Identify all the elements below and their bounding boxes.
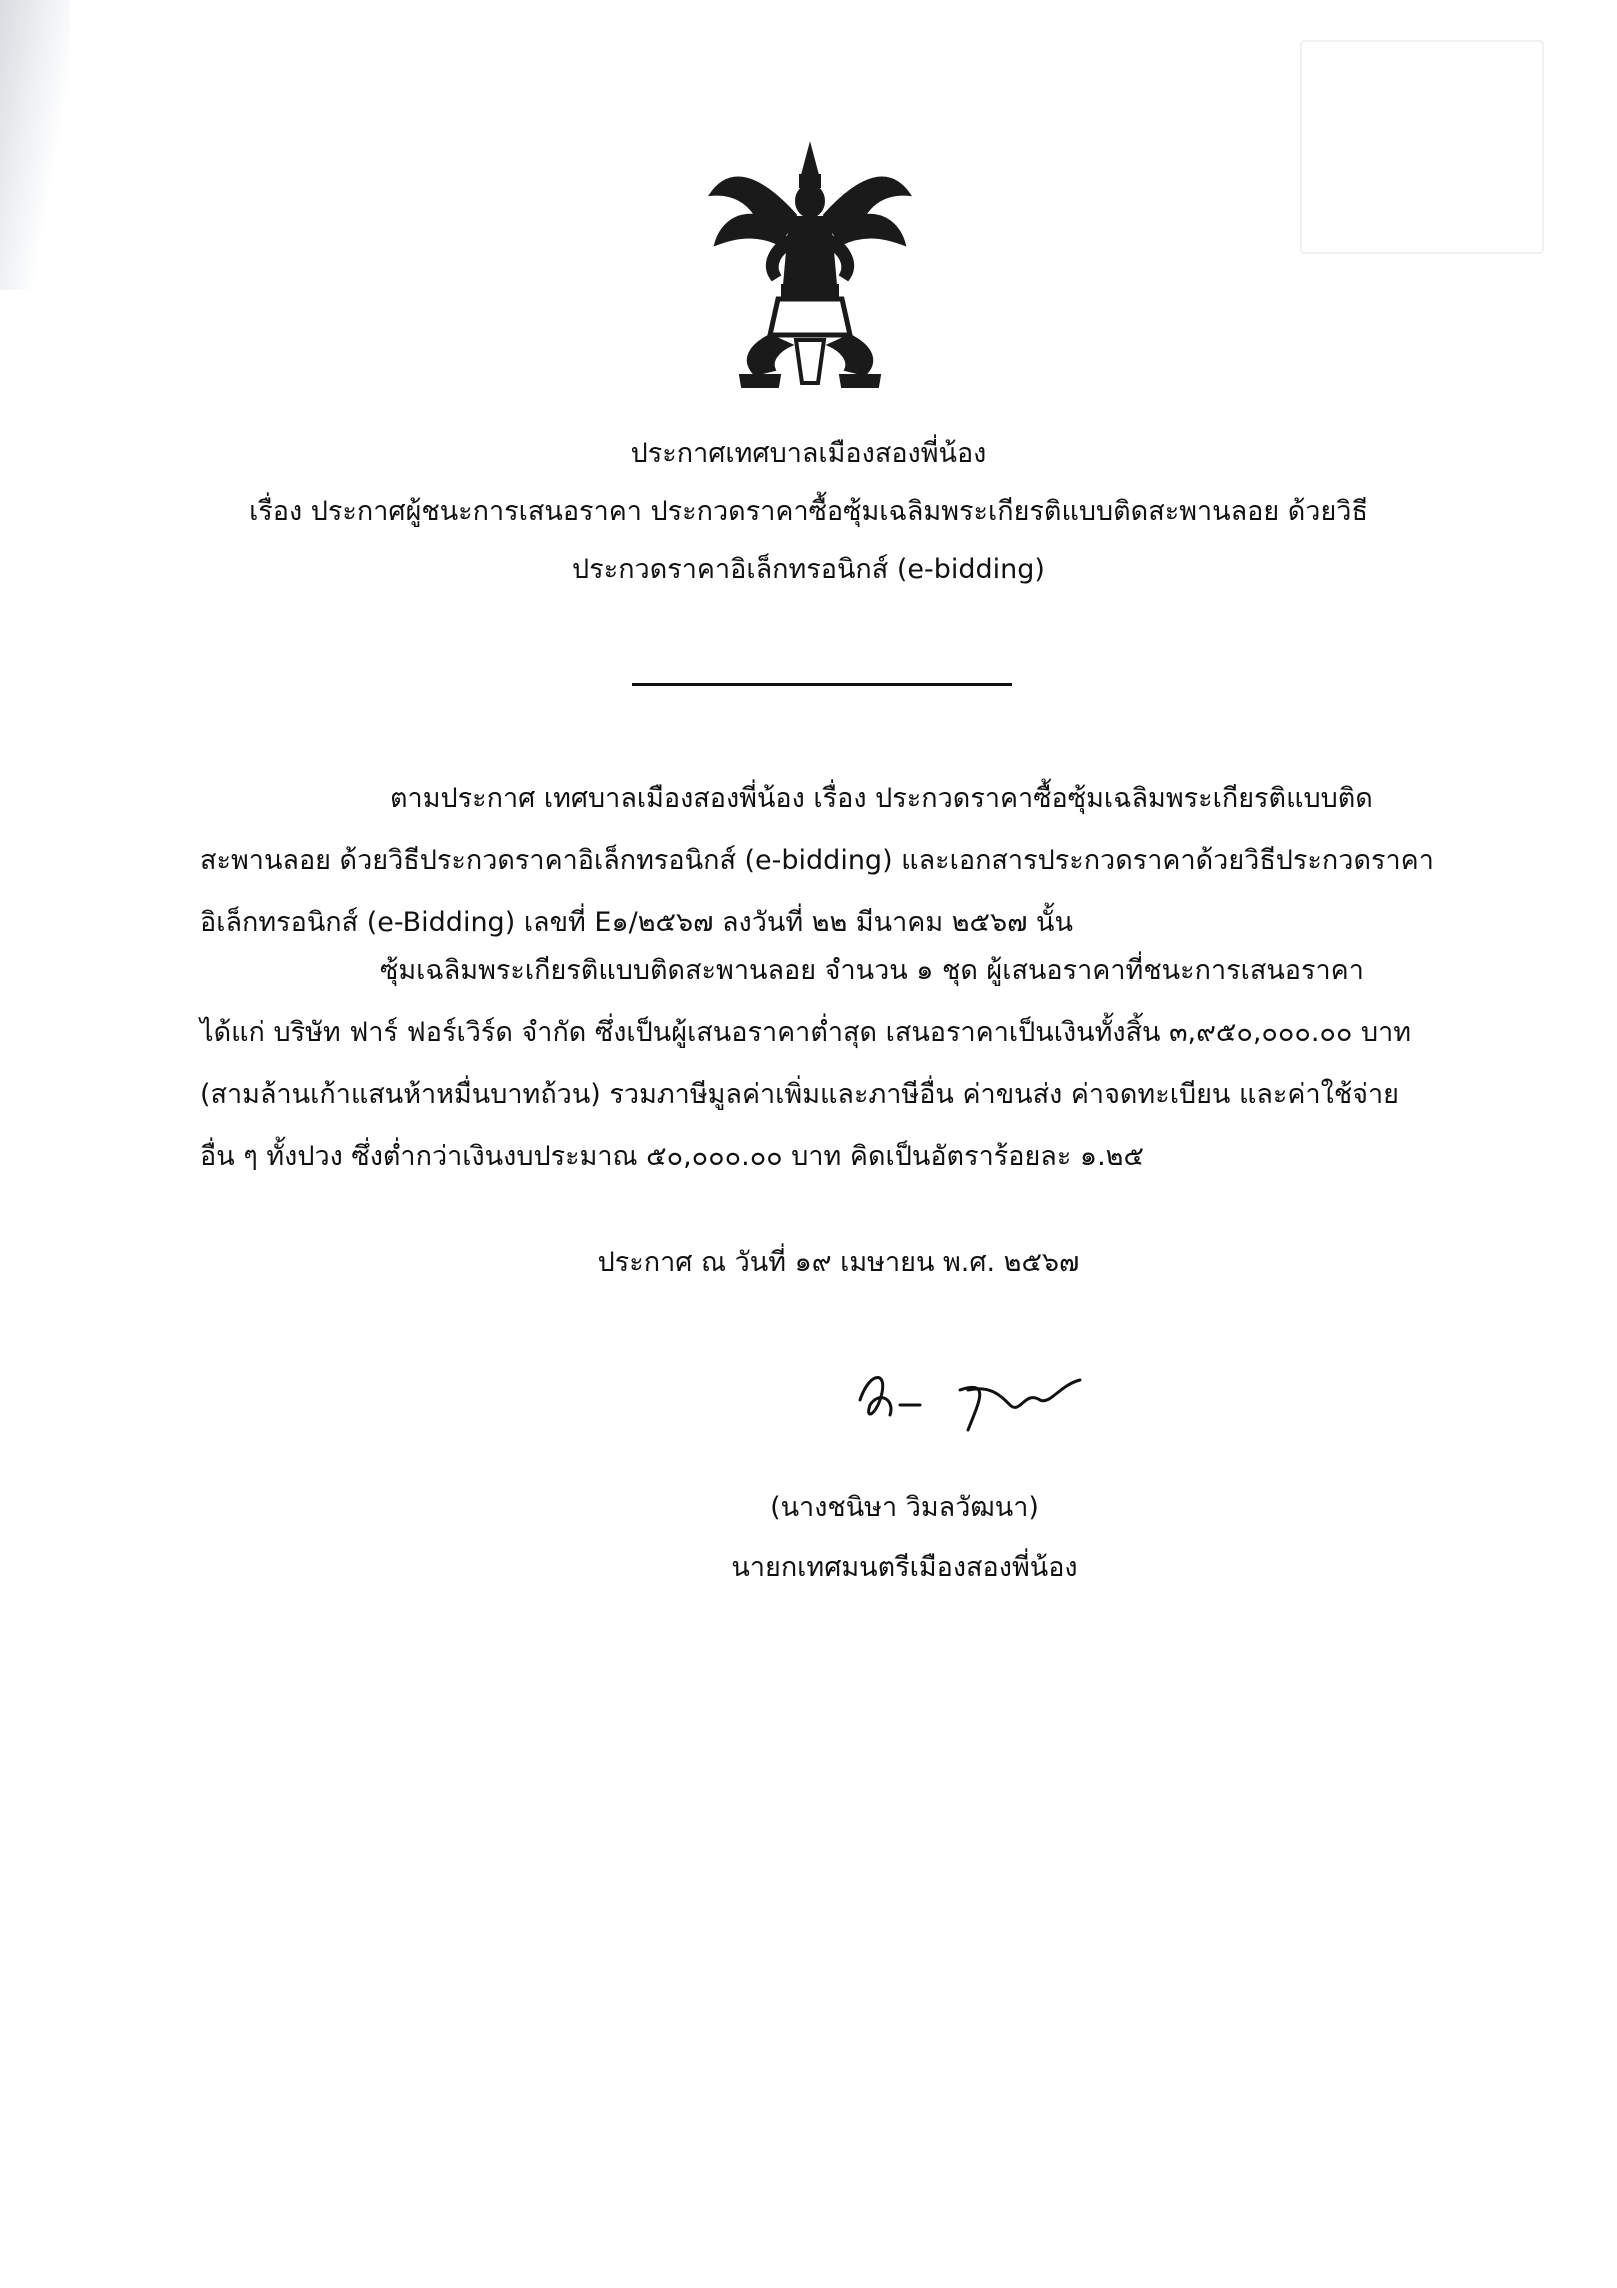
- announcement-subject: เรื่อง ประกาศผู้ชนะการเสนอราคา ประกวดราคาซื้อซุ้มเฉลิมพระเกียรติแบบติดสะพานลอย ด้วยวิธี: [249, 496, 1368, 527]
- heading-divider: [632, 683, 1012, 686]
- paragraph-line: อื่น ๆ ทั้งปวง ซึ่งต่ำกว่าเงินงบประมาณ ๕๐,๐๐๐.๐๐ บาท คิดเป็นอัตราร้อยละ ๑.๒๕: [200, 1141, 1144, 1172]
- signatory-name: (นางชนิษา วิมลวัฒนา): [770, 1492, 1039, 1523]
- paragraph-line: ซุ้มเฉลิมพระเกียรติแบบติดสะพานลอย จำนวน ๑ ชุด ผู้เสนอราคาที่ชนะการเสนอราคา: [380, 955, 1364, 986]
- paragraph-line: (สามล้านเก้าแสนห้าหมื่นบาทถ้วน) รวมภาษีมูลค่าเพิ่มและภาษีอื่น ค่าขนส่ง ค่าจดทะเบียน และค่าใช้จ่าย: [200, 1079, 1399, 1110]
- handwritten-signature: [850, 1360, 1090, 1440]
- announcement-date: ประกาศ ณ วันที่ ๑๙ เมษายน พ.ศ. ๒๕๖๗: [597, 1247, 1080, 1278]
- announcement-heading: ประกาศเทศบาลเมืองสองพี่น้อง: [630, 438, 987, 469]
- page-corner-shadow: [0, 0, 70, 290]
- garuda-emblem-icon: [700, 135, 920, 395]
- paragraph-line: อิเล็กทรอนิกส์ (e-Bidding) เลขที่ E๑/๒๕๖๗ ลงวันที่ ๒๒ มีนาคม ๒๕๖๗ นั้น: [200, 907, 1073, 938]
- paragraph-line: ตามประกาศ เทศบาลเมืองสองพี่น้อง เรื่อง ประกวดราคาซื้อซุ้มเฉลิมพระเกียรติแบบติด: [390, 783, 1373, 814]
- paragraph-line: ได้แก่ บริษัท ฟาร์ ฟอร์เวิร์ด จำกัด ซึ่งเป็นผู้เสนอราคาต่ำสุด เสนอราคาเป็นเงินทั้งสิ้น ๓,๙๕๐,๐๐๐.๐๐ บาท: [200, 1017, 1412, 1048]
- signatory-position: นายกเทศมนตรีเมืองสองพี่น้อง: [731, 1552, 1078, 1583]
- paragraph-line: สะพานลอย ด้วยวิธีประกวดราคาอิเล็กทรอนิกส์ (e-bidding) และเอกสารประกวดราคาด้วยวิธีประกวดราคา: [200, 845, 1434, 876]
- announcement-subject-cont: ประกวดราคาอิเล็กทรอนิกส์ (e-bidding): [572, 554, 1045, 585]
- faint-stamp-mark: [1300, 40, 1544, 254]
